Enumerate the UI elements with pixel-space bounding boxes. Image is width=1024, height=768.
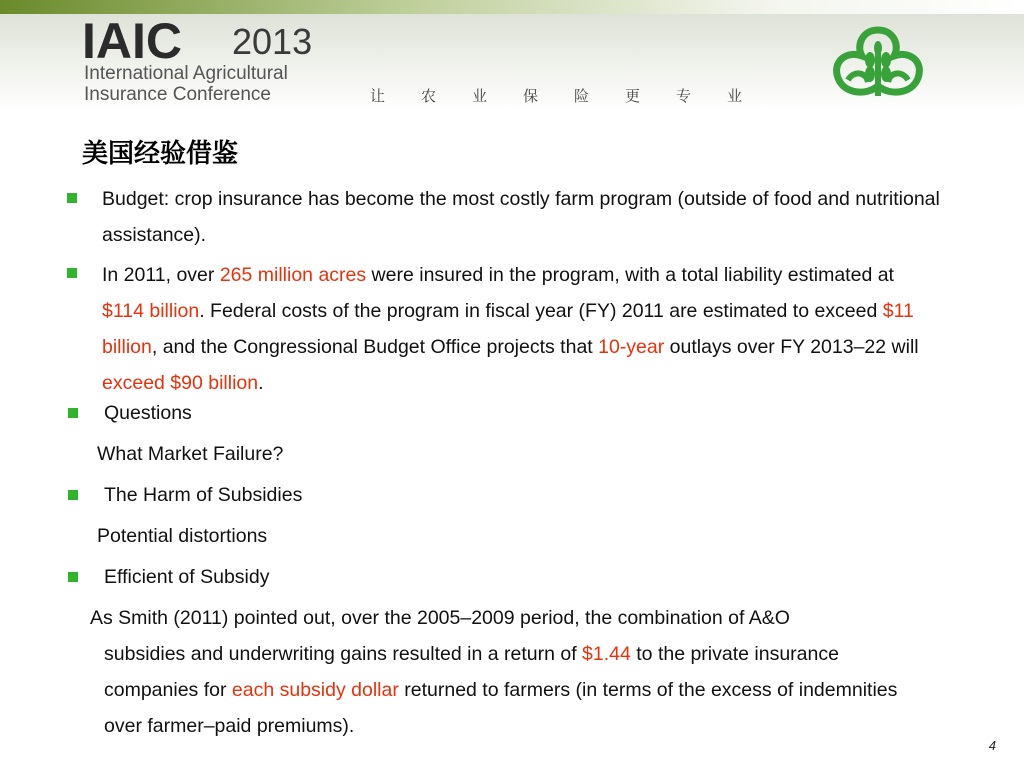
costs-text: In 2011, over [102,264,220,286]
slogan-char: 业 [472,88,488,105]
costs-text: were insured in the program, with a total liability estimated at [366,264,894,286]
smith-paragraph [104,636,934,744]
highlight-outlays: exceed $90 billion [102,372,259,394]
questions-label: Questions [104,402,192,424]
iaic-logo [82,14,332,66]
highlight-liability: $114 billion [102,300,200,322]
highlight-subsidy-dollar: each subsidy dollar [231,679,399,701]
highlight-ten-year: 10-year [598,336,665,358]
highlight-return: $1.44 [582,643,631,665]
bullet-icon [67,193,77,203]
slogan-char: 业 [727,88,743,105]
slogan-char: 保 [523,88,539,105]
harm-sub: Potential distortions [97,525,268,547]
costs-item [102,257,940,401]
slogan [370,85,778,106]
highlight-federal-costs: $11 billion [102,300,914,358]
slogan-char: 让 [370,88,386,105]
logo-year: 2013 [232,21,313,62]
costs-text: , and the Congressional Budget Office projects that [151,336,599,358]
budget-item [102,181,942,253]
bullet-icon [67,268,77,278]
slide-title: 美国经验借鉴 [82,139,239,169]
brand-line-1: International Agricultural [84,63,288,84]
smith-text: subsidies and underwriting gains resulted in a return of [104,643,583,665]
banner-stripe [0,0,1024,14]
logo-text: IAIC [82,14,182,66]
bullet-icon [68,572,78,582]
slogan-char: 更 [625,88,641,105]
smith-line-1: As Smith (2011) pointed out, over the 2005–2009 period, the combination of A&O [90,607,790,629]
costs-text: outlays over FY 2013–22 will [664,336,919,358]
header-banner [0,0,1024,110]
wheat-emblem-icon [826,22,930,108]
slogan-char: 险 [574,88,590,105]
smith-text: to the private insurance companies for [104,643,839,701]
harm-label: The Harm of Subsidies [104,484,303,506]
costs-text: . Federal costs of the program in fiscal year (FY) 2011 are estimated to exceed [199,300,883,322]
slogan-char: 专 [676,88,692,105]
bullet-icon [68,490,78,500]
bullet-icon [68,408,78,418]
brand-line-2: Insurance Conference [84,84,271,105]
costs-text: . [258,372,264,394]
smith-text: returned to farmers (in terms of the excess of indemnities over farmer–paid premiums). [104,679,898,737]
page-number: 4 [988,738,996,753]
budget-text: Budget: crop insurance has become the most costly farm program (outside of food and nutritional assistance). [102,188,940,246]
highlight-acres: 265 million acres [219,264,367,286]
questions-sub: What Market Failure? [97,443,284,465]
efficient-label: Efficient of Subsidy [104,566,270,588]
slogan-char: 农 [421,88,437,105]
